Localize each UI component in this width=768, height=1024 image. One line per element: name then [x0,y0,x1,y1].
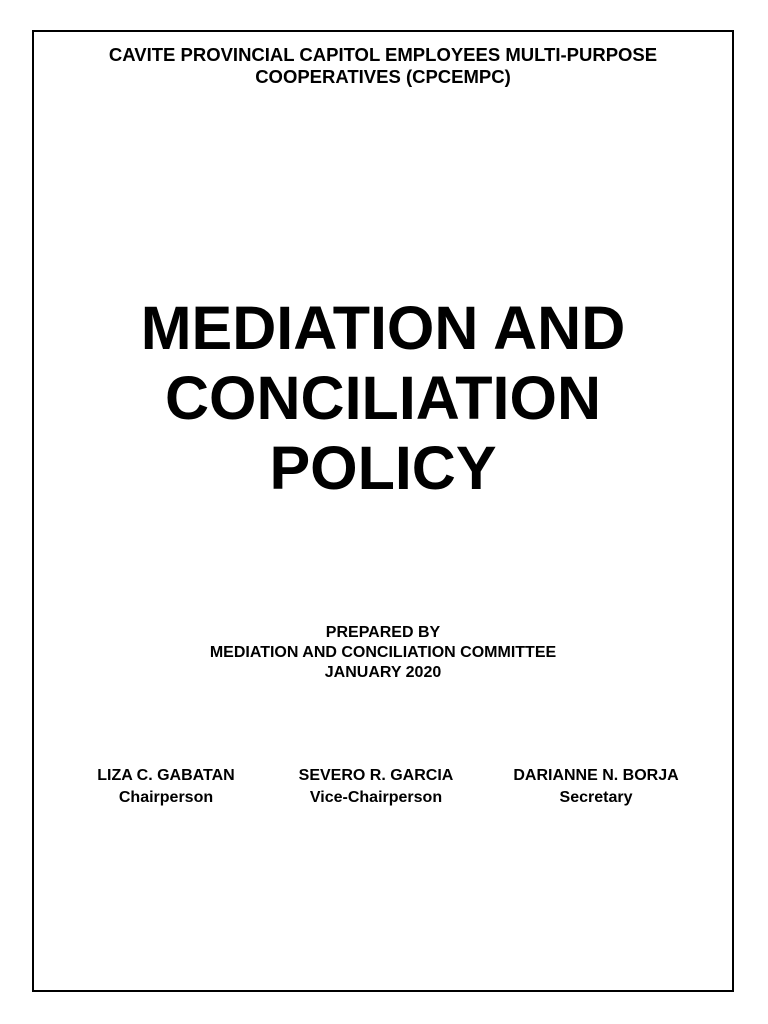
document-title-line-2: CONCILIATION [165,364,601,432]
signatory-role: Secretary [559,789,633,806]
signatory-name: DARIANNE N. BORJA [513,767,679,784]
signatory-role: Vice-Chairperson [309,789,443,806]
document-title-line-1: MEDIATION AND [140,294,626,362]
signatory-secretary [496,765,696,809]
signatory-name: SEVERO R. GARCIA [298,767,454,784]
prepared-by-block [34,623,732,683]
committee-name: MEDIATION AND CONCILIATION COMMITTEE [209,644,557,661]
signatory-role: Chairperson [118,789,214,806]
document-title [34,293,732,503]
prepared-date: JANUARY 2020 [324,664,442,681]
organization-name-line-1: CAVITE PROVINCIAL CAPITOL EMPLOYEES MULTI-PURPOSE [108,44,658,65]
page-border [32,30,734,992]
organization-name [34,44,732,88]
signatory-name: LIZA C. GABATAN [97,767,235,784]
document-title-line-3: POLICY [269,434,497,502]
organization-name-line-2: COOPERATIVES (CPCEMPC) [255,66,511,87]
signatory-vice-chairperson [276,765,476,809]
signatory-chairperson [66,765,266,809]
prepared-by-label: PREPARED BY [325,624,441,641]
